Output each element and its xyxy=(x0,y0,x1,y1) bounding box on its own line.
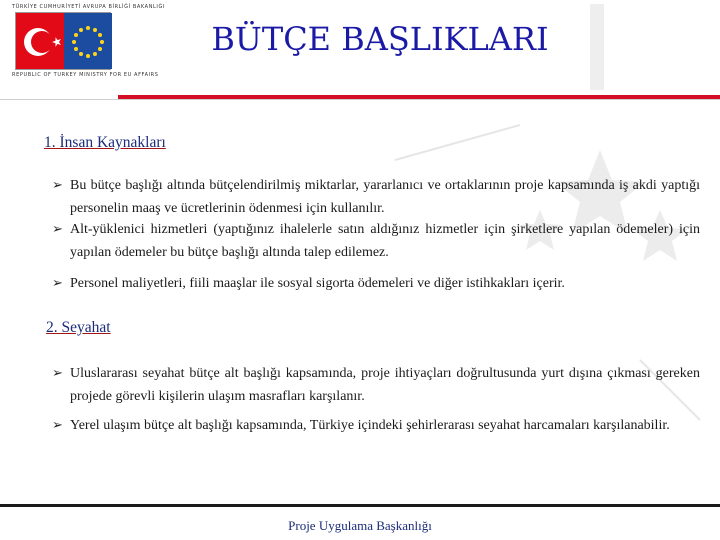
bullet-item xyxy=(52,174,700,220)
bullet-text: Personel maliyetleri, fiili maaşlar ile sosyal sigorta ödemeleri ve diğer istihkakları içerir. xyxy=(70,276,565,291)
arrow-bullet-icon: ➢ xyxy=(52,178,63,193)
logo-top-text: TÜRKİYE CUMHURİYETİ AVRUPA BİRLİĞİ BAKANLIĞI xyxy=(12,4,166,10)
ministry-logo xyxy=(12,4,166,90)
logo-bottom-text: REPUBLIC OF TURKEY MINISTRY FOR EU AFFAIRS xyxy=(12,72,159,78)
footer-text: Proje Uygulama Başkanlığı xyxy=(288,518,432,533)
header-divider xyxy=(0,99,720,100)
arrow-bullet-icon: ➢ xyxy=(52,366,63,381)
bullet-item xyxy=(52,218,700,264)
bullet-text: Alt-yüklenici hizmetleri (yaptığınız ihalelerle satın aldığınız hizmetler için şirketlere yapılan ödemeler) için yapılan ödemeler bu bütçe başlığı altında talep edilemez. xyxy=(70,222,700,260)
bullet-item xyxy=(52,272,700,295)
section-heading-human-resources: 1. İnsan Kaynakları xyxy=(44,134,166,151)
page-title: BÜTÇE BAŞLIKLARI xyxy=(211,20,549,58)
bullet-text: Bu bütçe başlığı altında bütçelendirilmiş miktarlar, yararlanıcı ve ortaklarının proje kapsamında iş akdi yaptığı personelin maaş ve ücretlerinin ödenmesi için kullanılır. xyxy=(70,178,700,216)
footer-rule xyxy=(0,504,720,507)
bullet-item xyxy=(52,414,700,437)
turkish-flag-icon xyxy=(16,13,64,69)
bullet-item xyxy=(52,362,700,408)
arrow-bullet-icon: ➢ xyxy=(52,222,63,237)
arrow-bullet-icon: ➢ xyxy=(52,276,63,291)
bullet-text: Yerel ulaşım bütçe alt başlığı kapsamında, Türkiye içindeki şehirlerarası seyahat harcamaları karşılanabilir. xyxy=(70,418,670,433)
bullet-text: Uluslararası seyahat bütçe alt başlığı kapsamında, proje ihtiyaçları doğrultusunda yurt dışına çıkması gereken projede görevli kişilerin ulaşım masrafları karşılanır. xyxy=(70,366,700,404)
logo-flags xyxy=(15,12,111,70)
arrow-bullet-icon: ➢ xyxy=(52,418,63,433)
eu-flag-icon xyxy=(64,13,112,69)
section-heading-travel: 2. Seyahat xyxy=(46,319,111,336)
